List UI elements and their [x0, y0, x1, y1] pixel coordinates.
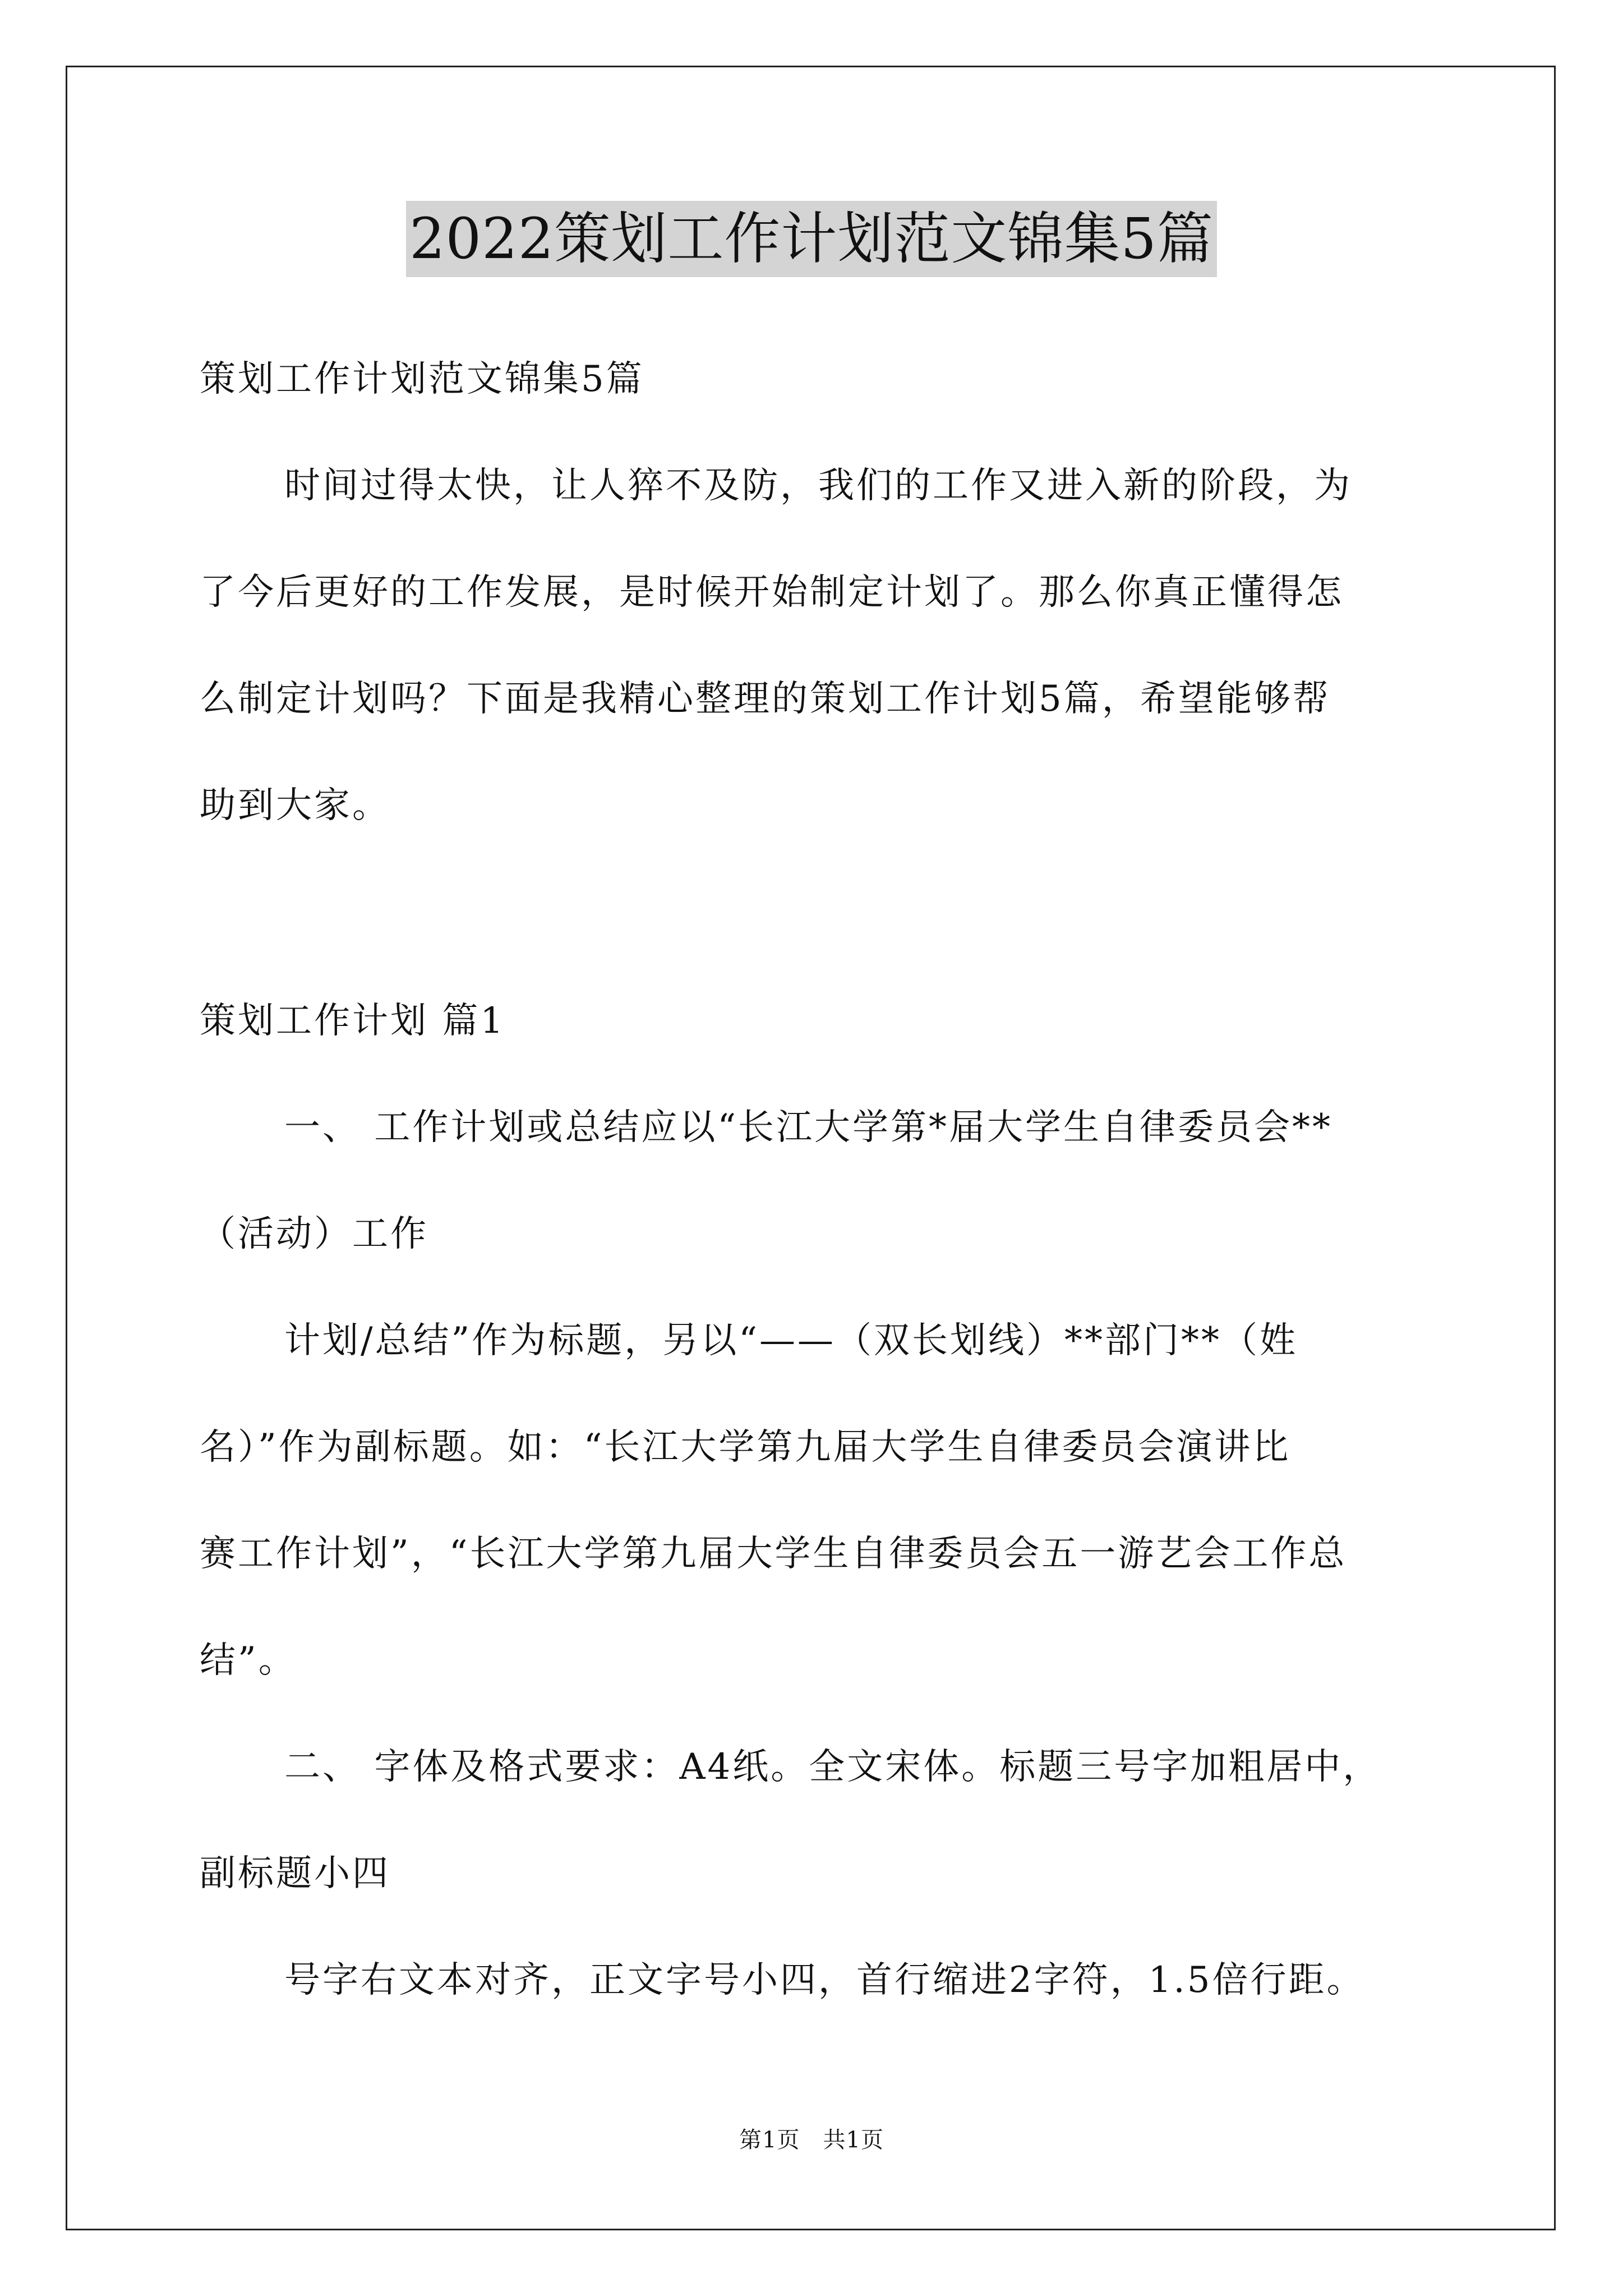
page-footer: 第1页 共1页 — [739, 2127, 884, 2153]
item1b-line-3: 赛工作计划”，“长江大学第九届大学生自律委员会五一游艺会工作总 — [200, 1533, 1347, 1575]
item1-line-1: 一、 工作计划或总结应以“长江大学第*届大学生自律委员会** — [284, 1107, 1333, 1148]
item1-line-2: （活动）工作 — [200, 1213, 428, 1255]
document-title: 2022策划工作计划范文锦集5篇 — [406, 201, 1217, 277]
title-container — [0, 201, 1623, 277]
section-heading: 策划工作计划 篇1 — [200, 1000, 506, 1042]
item1b-line-1: 计划/总结”作为标题，另以“——（双长划线）**部门**（姓 — [284, 1320, 1298, 1361]
intro-line-1: 时间过得太快，让人猝不及防，我们的工作又进入新的阶段，为 — [284, 465, 1352, 507]
item2-line-2: 副标题小四 — [200, 1853, 390, 1894]
item2b-line-1: 号字右文本对齐，正文字号小四，首行缩进2字符，1.5倍行距。 — [284, 1959, 1365, 2001]
intro-line-2: 了今后更好的工作发展，是时候开始制定计划了。那么你真正懂得怎 — [200, 572, 1344, 613]
item1b-line-2: 名）”作为副标题。如：“长江大学第九届大学生自律委员会演讲比 — [200, 1427, 1291, 1468]
intro-line-3: 么制定计划吗？下面是我精心整理的策划工作计划5篇，希望能够帮 — [200, 678, 1331, 720]
intro-line-4: 助到大家。 — [200, 785, 390, 826]
document-subtitle: 策划工作计划范文锦集5篇 — [200, 358, 644, 400]
item2-line-1: 二、 字体及格式要求：A4纸。全文宋体。标题三号字加粗居中， — [284, 1746, 1381, 1788]
item1b-line-4: 结”。 — [200, 1640, 297, 1681]
